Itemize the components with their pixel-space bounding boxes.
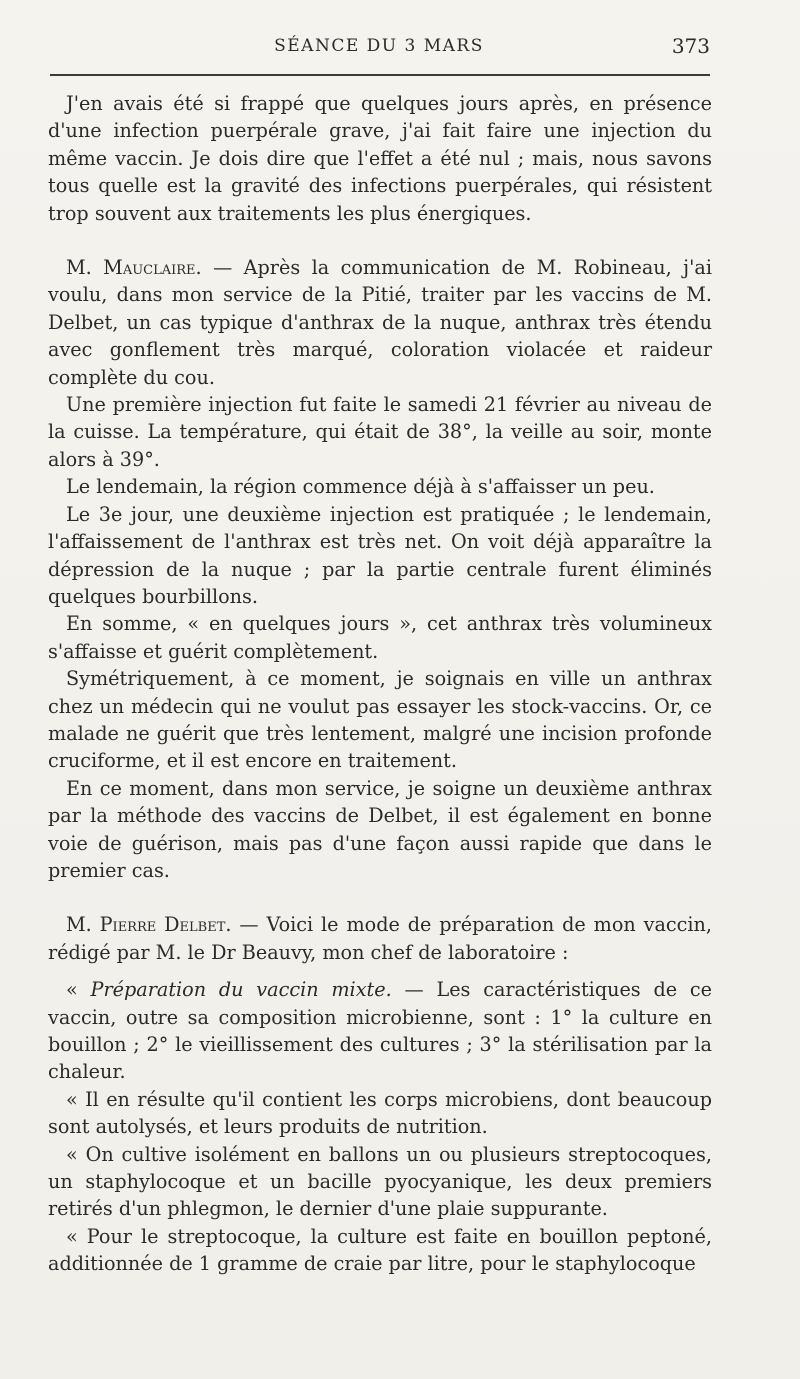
section-gap bbox=[48, 227, 712, 254]
page-number: 373 bbox=[671, 34, 710, 58]
paragraph: « Préparation du vaccin mixte. — Les caractéristiques de ce vaccin, outre sa composition microbienne, sont : 1° la culture en bouillon ; 2° le vieillissement des cultures ; 3° la stérilisation par la chaleur. bbox=[48, 978, 712, 1084]
paragraph: Symétriquement, à ce moment, je soignais en ville un anthrax chez un médecin qui ne voulut pas essayer les stock-vaccins. Or, ce malade ne guérit que très lentement, malgré une incision profonde cruciforme, et il est encore en traitement. bbox=[48, 667, 712, 773]
section-heading-italic: Préparation du vaccin mixte. bbox=[90, 978, 392, 1002]
paragraph: M. Pierre Delbet. — Voici le mode de préparation de mon vaccin, rédigé par M. le Dr Beauvy, mon chef de laboratoire : bbox=[48, 913, 712, 964]
section-gap bbox=[48, 884, 712, 911]
paragraph: « On cultive isolément en ballons un ou plusieurs streptocoques, un staphylocoque et un bacille pyocyanique, les deux premiers retirés d'un phlegmon, le dernier d'une plaie suppurante. bbox=[48, 1142, 712, 1221]
speaker-name: M. Mauclaire. bbox=[66, 256, 202, 280]
page-header bbox=[48, 32, 710, 60]
paragraph: Le lendemain, la région commence déjà à s'affaisser un peu. bbox=[66, 475, 655, 499]
paragraph: M. Mauclaire. — Après la communication de M. Robineau, j'ai voulu, dans mon service de la Pitié, traiter par les vaccins de M. Delbet, un cas typique d'anthrax de la nuque, anthrax très étendu avec gonflement très marqué, coloration violacée et raideur complète du cou. bbox=[48, 256, 712, 389]
paragraph: J'en avais été si frappé que quelques jours après, en présence d'une infection puerpérale grave, j'ai fait faire une injection du même vaccin. Je dois dire que l'effet a été nul ; mais, nous savons tous quelle est la gravité des infections puerpérales, qui résistent trop souvent aux traitements les plus énergiques. bbox=[48, 92, 712, 225]
paragraph: « Pour le streptocoque, la culture est faite en bouillon peptoné, additionnée de 1 gramme de craie par litre, pour le staphylocoque bbox=[48, 1224, 712, 1276]
body-text bbox=[48, 90, 712, 1278]
header-rule bbox=[50, 74, 710, 76]
speaker-name: M. Pierre Delbet. bbox=[66, 913, 232, 937]
small-gap bbox=[48, 966, 712, 976]
paragraph: En ce moment, dans mon service, je soigne un deuxième anthrax par la méthode des vaccins de Delbet, il est également en bonne voie de guérison, mais pas d'une façon aussi rapide que dans le premier cas. bbox=[48, 776, 712, 882]
paragraph: « Il en résulte qu'il contient les corps microbiens, dont beaucoup sont autolysés, et leurs produits de nutrition. bbox=[48, 1087, 712, 1139]
paragraph: Le 3e jour, une deuxième injection est pratiquée ; le lendemain, l'affaissement de l'anthrax est très net. On voit déjà apparaître la dépression de la nuque ; par la partie centrale furent éliminés quelques bourbillons. bbox=[48, 502, 712, 608]
running-title: SÉANCE DU 3 MARS bbox=[274, 36, 484, 56]
paragraph: En somme, « en quelques jours », cet anthrax très volumineux s'affaisse et guérit complètement. bbox=[48, 612, 712, 663]
paragraph: Une première injection fut faite le samedi 21 février au niveau de la cuisse. La température, qui était de 38°, la veille au soir, monte alors à 39°. bbox=[48, 393, 712, 471]
